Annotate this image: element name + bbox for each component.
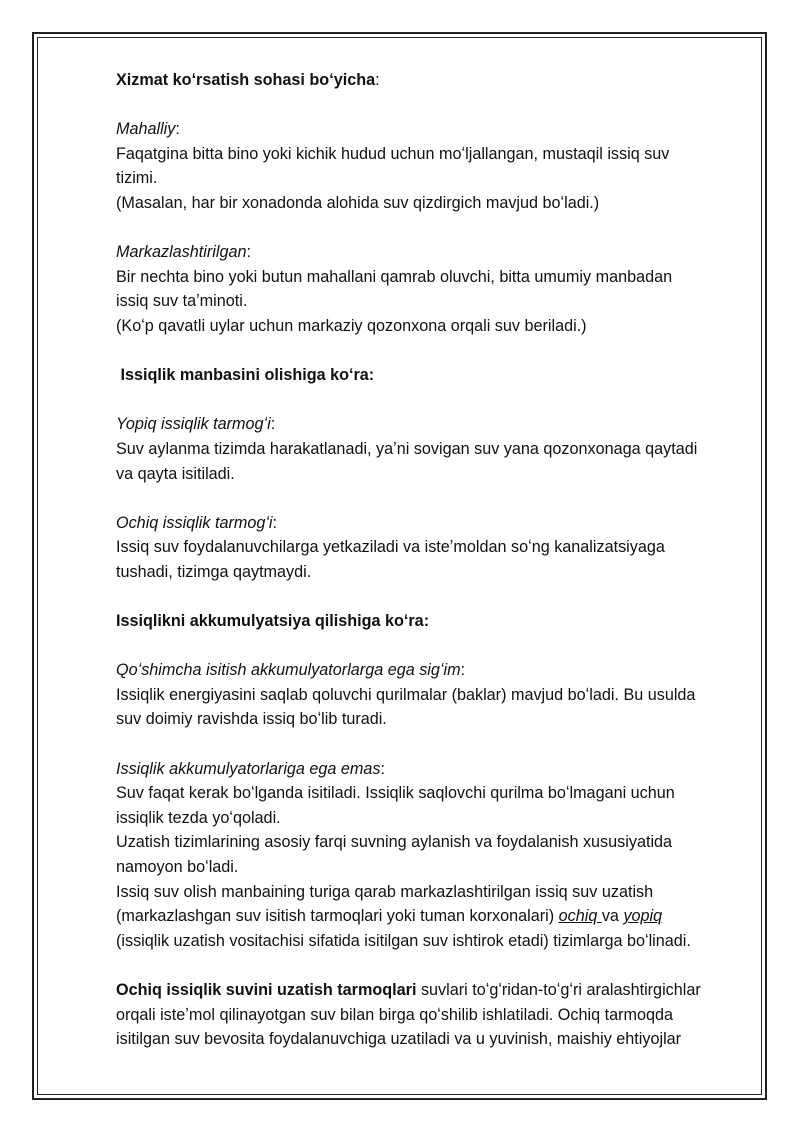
term-open-network: Ochiq issiqlik tarmogʻi:: [116, 513, 278, 532]
paragraph-line: Faqatgina bitta bino yoki kichik hudud uchun moʻljallangan, mustaqil issiq suv: [116, 144, 670, 163]
term-local: Mahalliy:: [116, 120, 180, 139]
paragraph-line: Suv faqat kerak boʻlganda isitiladi. Issiqlik saqlovchi qurilma boʻlmagani uchun: [116, 784, 675, 803]
section-heading-service: Xizmat koʻrsatish sohasi boʻyicha:: [116, 71, 380, 89]
term-centralized: Markazlashtirilgan:: [116, 243, 251, 262]
paragraph-line: Issiqlik energiyasini saqlab qoluvchi qurilmalar (baklar) mavjud boʻladi. Bu usulda: [116, 685, 696, 704]
paragraph-line: tizimi.: [116, 169, 158, 188]
paragraph-line: isitilgan suv bevosita foydalanuvchiga uzatiladi va u yuvinish, maishiy ehtiyojlar: [116, 1030, 682, 1049]
section-heading-heat-source: Issiqlik manbasini olishiga koʻra:: [116, 366, 375, 385]
paragraph-line: Suv aylanma tizimda harakatlanadi, yaʼni sovigan suv yana qozonxonaga qaytadi: [116, 439, 698, 458]
paragraph-line: Ochiq issiqlik suvini uzatish tarmoqlari suvlari toʻgʻridan-toʻgʻri aralashtirgichlar: [116, 980, 701, 999]
document-body: [116, 68, 734, 1052]
paragraph-line: namoyon boʻladi.: [116, 858, 239, 876]
paragraph-line: issiq suv taʼminoti.: [116, 292, 248, 311]
term-without-accumulators: Issiqlik akkumulyatorlariga ega emas:: [116, 759, 386, 778]
bold-lead-open-network: Ochiq issiqlik suvini uzatish tarmoqlari: [116, 980, 417, 999]
paragraph-line: issiqlik tezda yoʻqoladi.: [116, 808, 281, 827]
term-yopiq: yopiq: [623, 907, 663, 926]
paragraph-line: tushadi, tizimga qaytmaydi.: [116, 562, 312, 581]
term-closed-network: Yopiq issiqlik tarmogʻi:: [116, 415, 276, 434]
paragraph-line: Issiq suv olish manbaining turiga qarab markazlashtirilgan issiq suv uzatish: [116, 882, 654, 901]
paragraph-line: (issiqlik uzatish vositachisi sifatida isitilgan suv ishtirok etadi) tizimlarga boʻlinadi.: [116, 931, 691, 950]
paragraph-line: orqali isteʼmol qilinayotgan suv bilan birga qoʻshilib ishlatiladi. Ochiq tarmoqda: [116, 1005, 673, 1024]
paragraph-line: suv doimiy ravishda issiq boʻlib turadi.: [116, 710, 387, 729]
paragraph-line: (markazlashgan suv isitish tarmoqlari yoki tuman korxonalari) ochiq va yopiq: [116, 907, 663, 926]
paragraph-line: Uzatish tizimlarining asosiy farqi suvning aylanish va foydalanish xususiyatida: [116, 833, 673, 852]
paragraph-line: (Koʻp qavatli uylar uchun markaziy qozonxona orqali suv beriladi.): [116, 316, 587, 335]
term-with-accumulators: Qoʻshimcha isitish akkumulyatorlarga ega sigʻim:: [116, 661, 466, 680]
paragraph-line: Bir nechta bino yoki butun mahallani qamrab oluvchi, bitta umumiy manbadan: [116, 267, 673, 286]
paragraph-line: (Masalan, har bir xonadonda alohida suv qizdirgich mavjud boʻladi.): [116, 193, 600, 212]
section-heading-accumulation: Issiqlikni akkumulyatsiya qilishiga koʻra:: [116, 612, 430, 631]
paragraph-line: Issiq suv foydalanuvchilarga yetkaziladi va isteʼmoldan soʻng kanalizatsiyaga: [116, 538, 665, 557]
paragraph-line: va qayta isitiladi.: [116, 464, 235, 483]
term-ochiq: ochiq: [558, 907, 602, 926]
